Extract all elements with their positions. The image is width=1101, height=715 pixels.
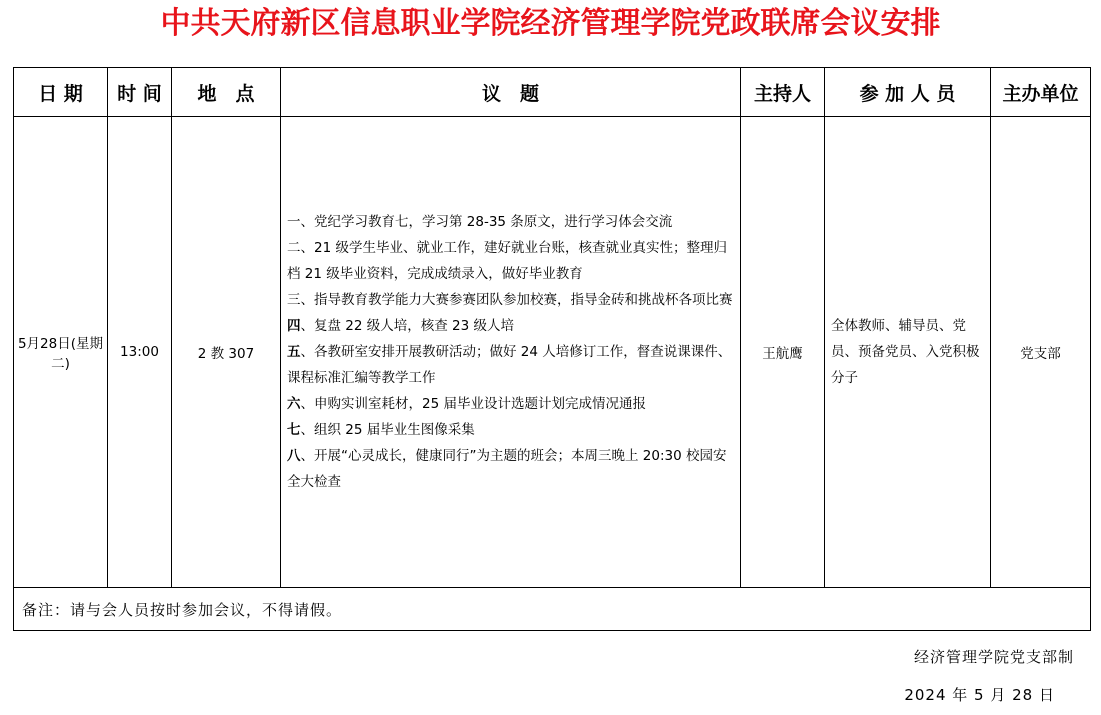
meeting-organizer: 党支部 [991,117,1091,588]
agenda-item: 三、指导教育教学能力大赛参赛团队参加校赛，指导金砖和挑战杯各项比赛 [287,292,733,308]
header-host: 主持人 [741,68,825,117]
header-participants: 参 加 人 员 [825,68,991,117]
agenda-item: 四、复盘 22 级人培，核查 23 级人培 [287,318,515,334]
meeting-participants: 全体教师、辅导员、党员、预备党员、入党积极分子 [825,117,991,588]
header-date: 日 期 [14,68,108,117]
header-agenda: 议 题 [281,68,741,117]
meeting-agenda [281,117,741,588]
agenda-item: 八、开展“心灵成长，健康同行”为主题的班会；本周三晚上 20:30 校园安全大检查 [287,448,727,490]
agenda-item: 七、组织 25 届毕业生图像采集 [287,422,475,438]
agenda-item: 二、21 级学生毕业、就业工作，建好就业台账，核查就业真实性；整理归档 21 级毕业资料，完成成绩录入，做好毕业教育 [287,240,727,282]
meeting-host: 王航鹰 [741,117,825,588]
page-title: 中共天府新区信息职业学院经济管理学院党政联席会议安排 [160,6,941,41]
issuing-organization: 经济管理学院党支部制 [913,648,1074,666]
meeting-date: 5月28日(星期二) [14,117,108,588]
agenda-item: 一、党纪学习教育七，学习第 28-35 条原文，进行学习体会交流 [287,214,673,230]
header-organizer: 主办单位 [991,68,1091,117]
note-text: 备注：请与会人员按时参加会议，不得请假。 [14,588,1091,631]
agenda-item: 六、申购实训室耗材，25 届毕业设计选题计划完成情况通报 [287,396,646,412]
meeting-location: 2 教 307 [172,117,281,588]
agenda-item: 五、各教研室安排开展教研活动；做好 24 人培修订工作，督查说课课件、课程标准汇编等教学工作 [287,344,732,386]
note-row [14,588,1091,631]
table-row [14,117,1091,588]
header-time: 时 间 [108,68,172,117]
meeting-schedule-table [13,67,1091,631]
header-row [14,68,1091,117]
header-location: 地 点 [172,68,281,117]
issue-date: 2024 年 5 月 28 日 [904,686,1055,704]
meeting-time: 13:00 [108,117,172,588]
